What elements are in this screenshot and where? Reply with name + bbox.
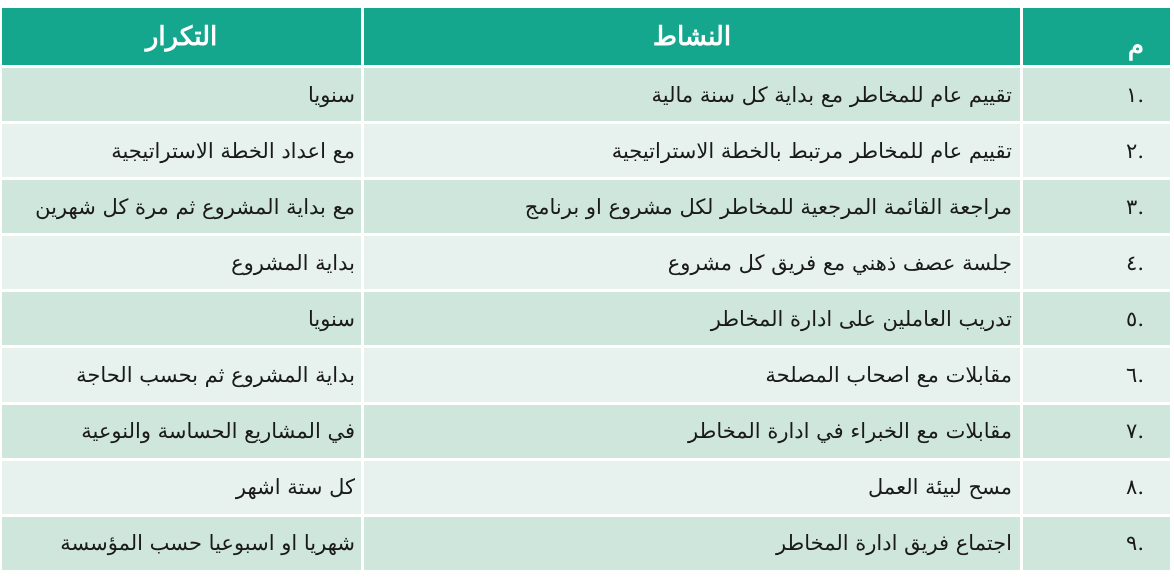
cell-activity: مقابلات مع اصحاب المصلحة — [364, 348, 1020, 404]
activity-frequency-table — [2, 8, 1170, 584]
cell-number: .٢ — [1023, 124, 1170, 180]
cell-frequency: بداية المشروع — [2, 236, 361, 292]
cell-number: .٨ — [1023, 461, 1170, 517]
cell-number: .١ — [1023, 68, 1170, 124]
cell-frequency: مع اعداد الخطة الاستراتيجية — [2, 124, 361, 180]
header-number: م — [1023, 8, 1170, 68]
cell-number: .٥ — [1023, 292, 1170, 348]
cell-activity: تقييم عام للمخاطر مرتبط بالخطة الاستراتيجية — [364, 124, 1020, 180]
cell-frequency: سنويا — [2, 68, 361, 124]
cell-frequency: في المشاريع الحساسة والنوعية — [2, 405, 361, 461]
cell-activity: مراجعة القائمة المرجعية للمخاطر لكل مشروع او برنامج — [364, 180, 1020, 236]
cell-frequency: شهريا او اسبوعيا حسب المؤسسة — [2, 517, 361, 573]
cell-activity: تقييم عام للمخاطر مع بداية كل سنة مالية — [364, 68, 1020, 124]
header-frequency: التكرار — [2, 8, 361, 68]
cell-frequency: سنويا — [2, 292, 361, 348]
cell-activity: مسح لبيئة العمل — [364, 461, 1020, 517]
cell-activity: مقابلات مع الخبراء في ادارة المخاطر — [364, 405, 1020, 461]
cell-activity: جلسة عصف ذهني مع فريق كل مشروع — [364, 236, 1020, 292]
cell-frequency: كل ستة اشهر — [2, 461, 361, 517]
cell-number: .٤ — [1023, 236, 1170, 292]
cell-number: .٣ — [1023, 180, 1170, 236]
header-activity: النشاط — [364, 8, 1020, 68]
cell-number: .٦ — [1023, 348, 1170, 404]
cell-activity: تدريب العاملين على ادارة المخاطر — [364, 292, 1020, 348]
cell-frequency: بداية المشروع ثم بحسب الحاجة — [2, 348, 361, 404]
cell-number: .٧ — [1023, 405, 1170, 461]
cell-number: .٩ — [1023, 517, 1170, 573]
cell-activity: اجتماع فريق ادارة المخاطر — [364, 517, 1020, 573]
cell-frequency: مع بداية المشروع ثم مرة كل شهرين — [2, 180, 361, 236]
